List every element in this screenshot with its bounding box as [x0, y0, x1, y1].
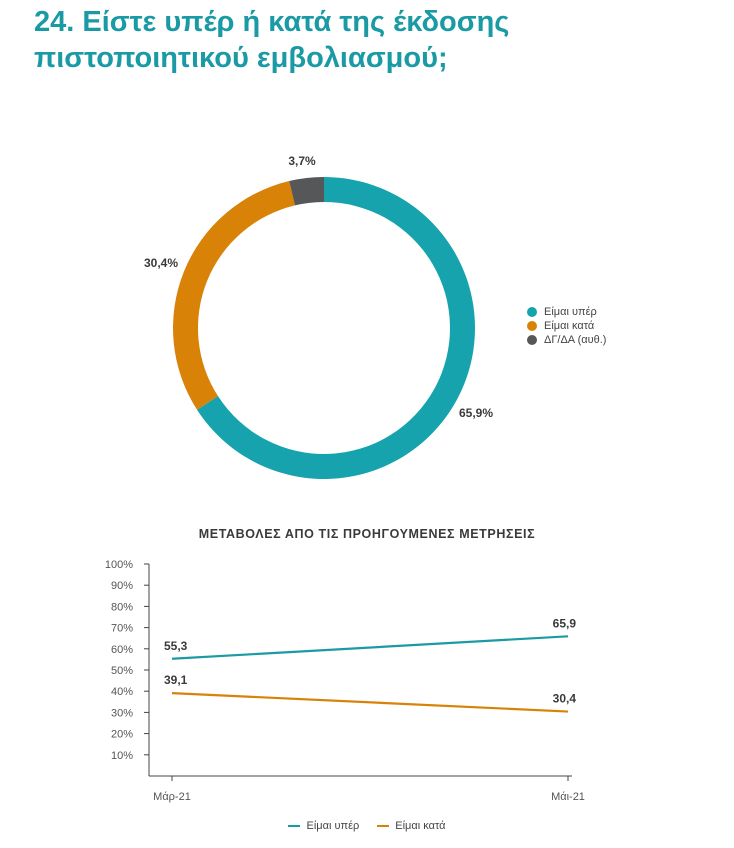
line-legend-label-kata: Είμαι κατά	[395, 820, 446, 832]
series-line-yper	[172, 636, 568, 658]
data-label: 39,1	[164, 673, 188, 688]
x-tick-label: Μάι-21	[551, 791, 585, 803]
data-label: 30,4	[552, 691, 576, 706]
donut-label-kata: 30,4%	[143, 256, 178, 270]
y-tick-label: 10%	[110, 749, 133, 762]
line-legend-label-yper: Είμαι υπέρ	[306, 820, 360, 832]
donut-label-yper: 65,9%	[459, 406, 494, 420]
legend-label-dgda: ΔΓ/ΔΑ (αυθ.)	[544, 334, 607, 346]
line-legend-swatch-yper	[288, 825, 300, 827]
line-legend	[0, 820, 734, 832]
y-tick-label: 100%	[104, 559, 133, 571]
y-tick-label: 80%	[110, 601, 133, 614]
legend-label-kata: Είμαι κατά	[544, 320, 595, 332]
y-tick-label: 90%	[110, 580, 133, 593]
line-legend-item-yper	[288, 820, 359, 832]
data-label: 55,3	[164, 638, 188, 653]
x-tick-label: Μάρ-21	[153, 791, 191, 803]
y-tick-label: 70%	[110, 622, 133, 635]
y-tick-label: 30%	[110, 707, 133, 720]
line-legend-swatch-kata	[377, 825, 389, 827]
y-tick-label: 40%	[110, 686, 133, 699]
y-tick-label: 20%	[110, 728, 133, 741]
title-line-2: πιστοποιητικού εμβολιασμού;	[34, 42, 448, 74]
legend-label-yper: Είμαι υπέρ	[544, 306, 597, 318]
line-chart-title: ΜΕΤΑΒΟΛΕΣ ΑΠΟ ΤΙΣ ΠΡΟΗΓΟΥΜΕΝΕΣ ΜΕΤΡΗΣΕΙΣ	[198, 527, 536, 541]
title-line-1: 24. Είστε υπέρ ή κατά της έκδοσης	[34, 6, 510, 38]
line-legend-item-kata	[377, 820, 445, 832]
series-line-kata	[172, 693, 568, 711]
y-tick-label: 50%	[110, 665, 133, 677]
data-label: 65,9	[552, 616, 576, 631]
donut-label-dgda: 3,7%	[288, 154, 316, 168]
y-tick-label: 60%	[110, 643, 133, 656]
